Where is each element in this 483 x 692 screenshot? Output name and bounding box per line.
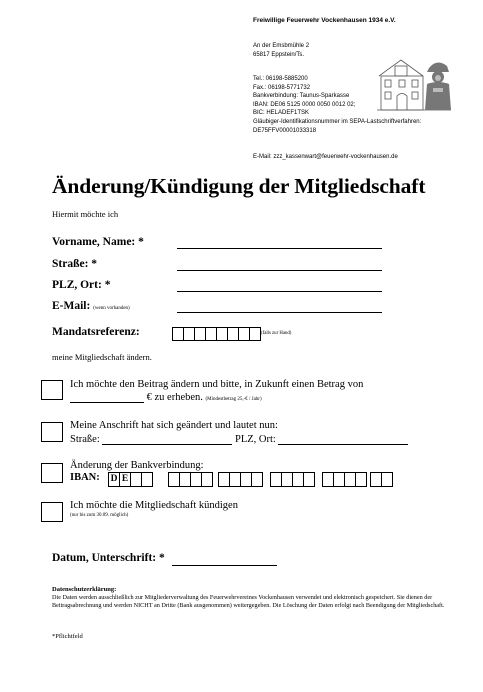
address-city-label: PLZ, Ort: [235, 434, 276, 445]
privacy-text: Die Daten werden ausschließlich zur Mitgliederverwaltung des Feuerwehrvereines Vockenhausen verwendet und elektronisch gespeichert. Sie dienen der Beitragsabrechnung und werden NICHT an Dritte (Bank ausgenommen) weitergegeben. Die Löschung der Daten erfolgt nach Beendigung der Mitgliedschaft. [52, 594, 445, 610]
bank-option-line1: Änderung der Bankverbindung: [70, 460, 204, 471]
name-field[interactable] [177, 248, 382, 249]
city-label: PLZ, Ort: * [52, 279, 111, 291]
org-email: E-Mail: zzz_kassenwart@feuerwehr-vockenhausen.de [253, 154, 398, 160]
iban-country-d: D [109, 473, 120, 486]
fee-amount-field[interactable] [70, 402, 144, 403]
iban-group-5[interactable] [322, 472, 367, 487]
org-street: An der Emsbmühle 2 [253, 43, 310, 49]
email-label: E-Mail: [52, 300, 91, 312]
signature-field[interactable] [172, 565, 277, 566]
org-name: Freiwillige Feuerwehr Vockenhausen 1934 e.V. [253, 17, 396, 24]
iban-label: IBAN: [70, 472, 100, 483]
org-bic: BIC: HELADEF1TSK [253, 110, 310, 117]
page-title: Änderung/Kündigung der Mitgliedschaft [52, 174, 426, 198]
iban-country-e: E [120, 473, 131, 486]
address-option-line1: Meine Anschrift hat sich geändert und lautet nun: [70, 420, 278, 431]
name-label: Vorname, Name: * [52, 236, 144, 248]
org-iban: IBAN: DE06 5125 0000 0050 0012 02; [253, 101, 356, 108]
fee-option-line1: Ich möchte den Beitrag ändern und bitte, in Zukunft einen Betrag von [70, 379, 364, 390]
email-field[interactable] [177, 312, 382, 313]
street-field[interactable] [177, 270, 382, 271]
mandate-boxes[interactable] [172, 327, 261, 341]
email-note: (wenn vorhanden) [93, 306, 130, 311]
address-city-field[interactable] [278, 444, 408, 445]
iban-group-6[interactable] [370, 472, 393, 487]
org-creditor-label: Gläubiger-Identifikationsnummer im SEPA-Lastschriftverfahren: [253, 118, 422, 125]
cancel-checkbox[interactable] [41, 502, 63, 522]
street-label: Straße: * [52, 258, 98, 270]
iban-group-2[interactable] [168, 472, 213, 487]
bank-change-checkbox[interactable] [41, 463, 63, 483]
city-field[interactable] [177, 291, 382, 292]
iban-group-4[interactable] [270, 472, 315, 487]
address-change-checkbox[interactable] [41, 422, 63, 442]
cancel-note: (nur bis zum 30.09. möglich) [70, 513, 129, 518]
address-street-label: Straße: [70, 434, 100, 445]
org-bank: Bankverbindung: Taunus-Sparkasse [253, 93, 350, 100]
mandate-note: (falls zur Hand) [261, 331, 292, 336]
iban-group-3[interactable] [218, 472, 263, 487]
fee-note: (Mindestbetrag 25,-€ / Jahr) [205, 397, 262, 402]
org-city: 65817 Eppstein/Ts. [253, 52, 305, 58]
org-creditor-id: DE75FFV00001033318 [253, 127, 317, 134]
mandate-label: Mandatsreferenz: [52, 326, 140, 338]
email-label-row [52, 300, 130, 312]
cancel-option-line1: Ich möchte die Mitgliedschaft kündigen [70, 500, 238, 511]
iban-group-1[interactable] [108, 472, 153, 487]
fee-option-line2 [70, 392, 262, 403]
signature-label: Datum, Unterschrift: * [52, 552, 165, 564]
fire-station-building-icon [375, 52, 453, 114]
fee-currency-text: € zu erheben. [146, 392, 203, 403]
change-intro: meine Mitgliedschaft ändern. [52, 352, 152, 362]
required-note: *Pflichtfeld [52, 633, 83, 640]
address-option-line2 [70, 434, 408, 445]
org-tel: Tel.: 06198-5885200 [253, 76, 308, 82]
intro-text: Hiermit möchte ich [52, 209, 119, 219]
org-fax: Fax.: 06198-5771732 [253, 84, 311, 91]
address-street-field[interactable] [102, 444, 232, 445]
org-address [253, 42, 309, 60]
privacy-title: Datenschutzerklärung: [52, 586, 117, 593]
fee-change-checkbox[interactable] [41, 380, 63, 400]
